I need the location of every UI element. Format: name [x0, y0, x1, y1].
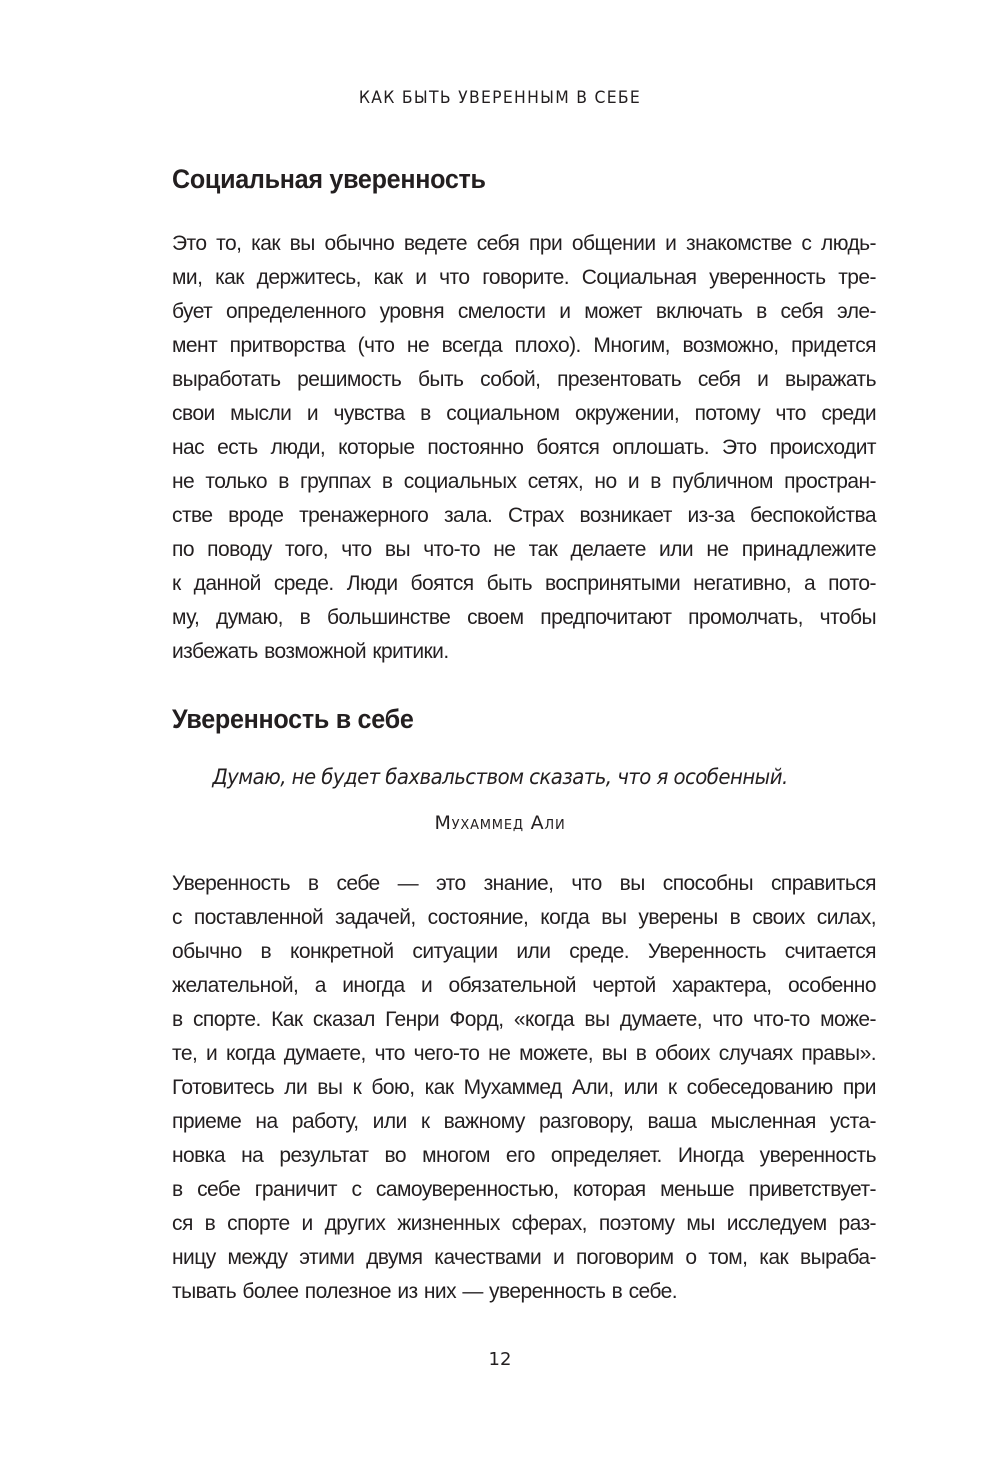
text-line: по поводу того, что вы что-то не так делаете или не принадлежите: [172, 538, 876, 561]
text-line: свои мысли и чувства в социальном окружении, потому что среди: [172, 402, 876, 425]
text-line: ся в спорте и других жизненных сферах, поэтому мы исследуем раз-: [172, 1212, 876, 1235]
text-line: Это то, как вы обычно ведете себя при общении и знакомстве с людь-: [172, 232, 876, 255]
section-title-social-confidence: Социальная уверенность: [172, 164, 486, 194]
text-line: выработать решимость быть собой, презентовать себя и выражать: [172, 368, 876, 391]
text-line: те, и когда думаете, что чего-то не можете, вы в обоих случаях правы».: [172, 1042, 876, 1065]
epigraph-author: Мухаммед Али: [434, 812, 566, 834]
running-head: КАК БЫТЬ УВЕРЕННЫМ В СЕБЕ: [358, 88, 642, 108]
text-line: новка на результат во многом его определяет. Иногда уверенность: [172, 1144, 876, 1167]
text-line: нас есть люди, которые постоянно боятся оплошать. Это происходит: [172, 436, 876, 459]
text-line: к данной среде. Люди боятся быть воспринятыми негативно, а пото-: [172, 572, 876, 595]
text-line: приеме на работу, или к важному разговору, ваша мысленная уста-: [172, 1110, 876, 1133]
text-line: избежать возможной критики.: [172, 640, 449, 663]
text-line: ницу между этими двумя качествами и поговорим о том, как выраба-: [172, 1246, 876, 1269]
text-line: му, думаю, в большинстве своем предпочитают промолчать, чтобы: [172, 606, 876, 629]
text-line: обычно в конкретной ситуации или среде. Уверенность считается: [172, 940, 876, 963]
text-line: в спорте. Как сказал Генри Форд, «когда вы думаете, что что-то може-: [172, 1008, 876, 1031]
section-title-self-confidence: Уверенность в себе: [172, 704, 414, 734]
text-line: тывать более полезное из них — уверенность в себе.: [172, 1280, 678, 1303]
text-line: Готовитесь ли вы к бою, как Мухаммед Али, или к собеседованию при: [172, 1076, 876, 1099]
paragraph-social-confidence: [172, 227, 876, 669]
text-line: желательной, а иногда и обязательной чертой характера, особенно: [172, 974, 876, 997]
text-line: мент притворства (что не всегда плохо). Многим, возможно, придется: [172, 334, 876, 357]
page-number: 12: [488, 1349, 512, 1370]
text-line: ми, как держитесь, как и что говорите. Социальная уверенность тре-: [172, 266, 876, 289]
text-line: стве вроде тренажерного зала. Страх возникает из-за беспокойства: [172, 504, 876, 527]
text-line: Уверенность в себе — это знание, что вы способны справиться: [172, 872, 876, 895]
text-line: бует определенного уровня смелости и может включать в себя эле-: [172, 300, 876, 323]
paragraph-self-confidence: [172, 867, 876, 1309]
text-line: с поставленной задачей, состояние, когда вы уверены в своих силах,: [172, 906, 876, 929]
text-line: в себе граничит с самоуверенностью, которая меньше приветствует-: [172, 1178, 876, 1201]
epigraph-quote: Думаю, не будет бахвальством сказать, что я особенный.: [212, 765, 788, 789]
text-line: не только в группах в социальных сетях, но и в публичном простран-: [172, 470, 876, 493]
